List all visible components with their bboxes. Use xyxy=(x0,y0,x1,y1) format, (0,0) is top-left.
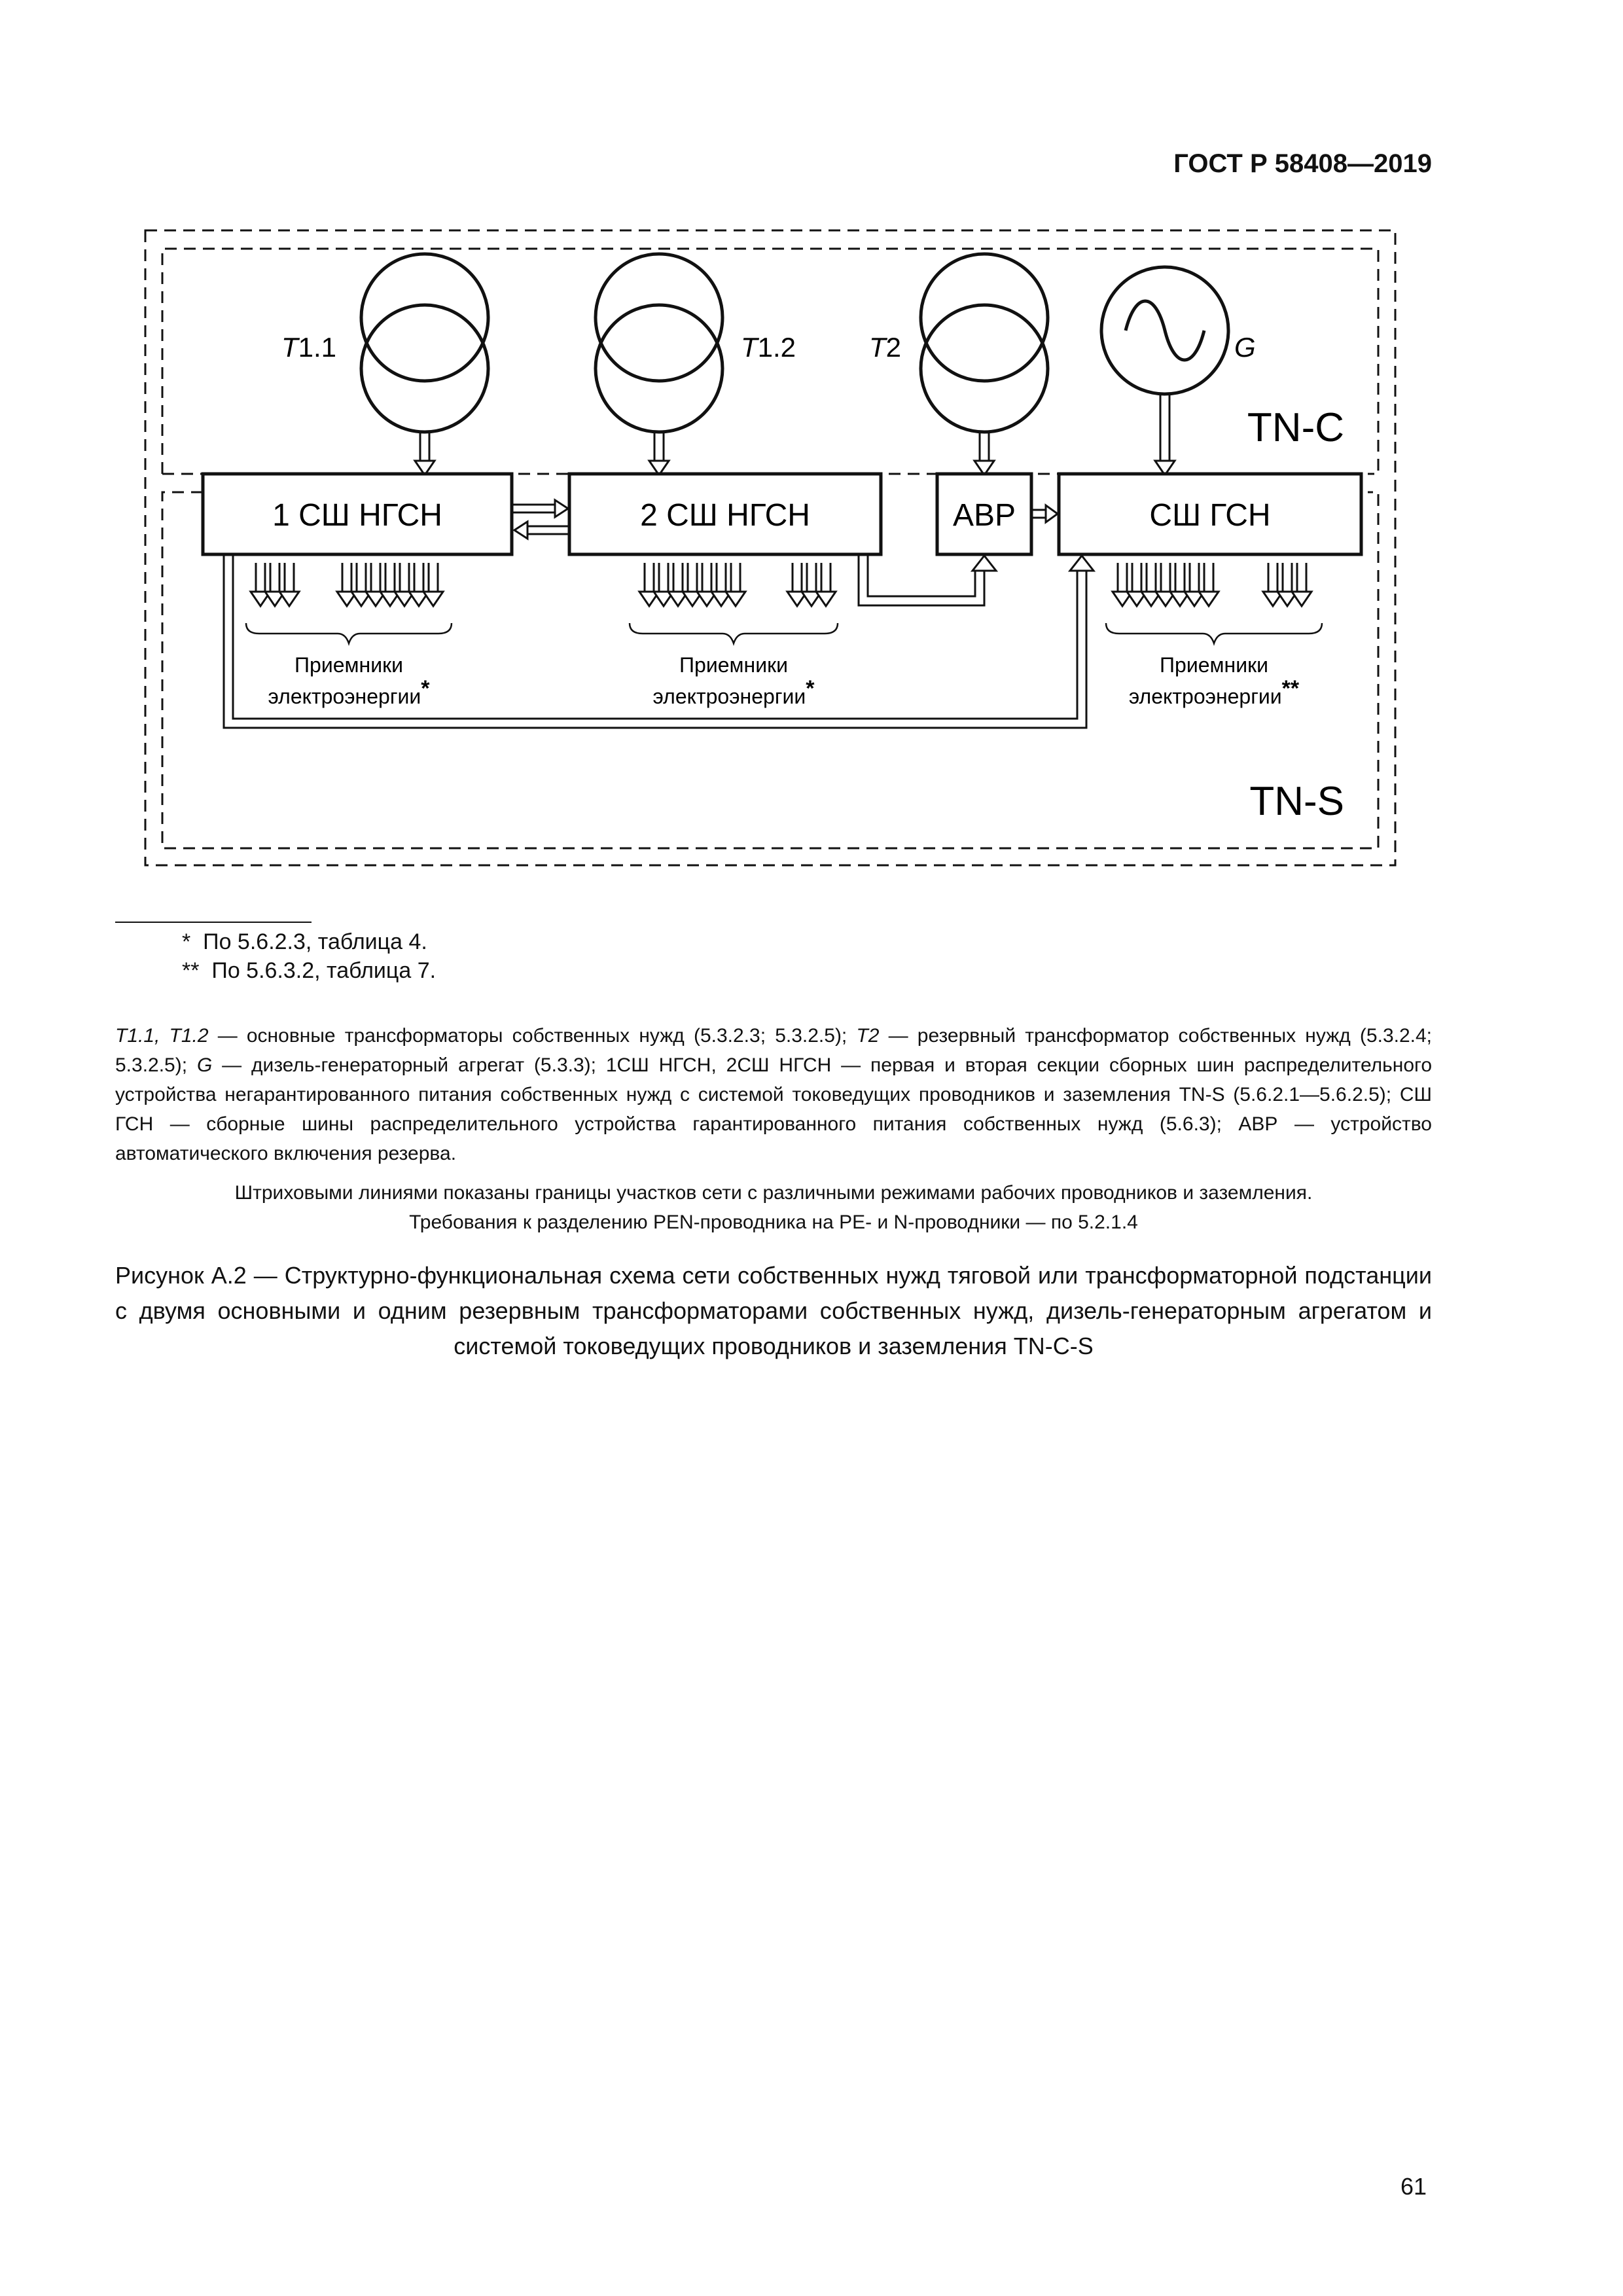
document-header: ГОСТ Р 58408—2019 xyxy=(1173,149,1432,178)
footnote-2 xyxy=(182,958,436,984)
bus2-to-avr-line xyxy=(859,554,996,605)
receivers-word: электроэнергии xyxy=(1128,685,1282,708)
receiver-arrows-bus-gsn xyxy=(1113,563,1311,606)
note-line-1: Штриховыми линиями показаны границы участков сети с различными режимами рабочих проводников и заземления. xyxy=(234,1182,1313,1204)
legend-term-g: G xyxy=(196,1054,213,1076)
generator-icon xyxy=(1101,267,1228,394)
bus-2-label: 2 СШ НГСН xyxy=(640,498,810,533)
figure-notes xyxy=(115,1178,1432,1237)
figure-legend xyxy=(115,1021,1432,1168)
receivers-label-bus-1 xyxy=(268,653,431,708)
transformer-letter: T xyxy=(741,332,758,363)
zone-label-tn-s: TN-S xyxy=(1249,779,1344,824)
footnote-text: По 5.6.2.3, таблица 4. xyxy=(203,929,427,954)
avr-label: АВР xyxy=(952,498,1016,533)
transformer-t1-2-icon xyxy=(596,254,722,432)
receiver-arrows-bus-2 xyxy=(639,563,836,606)
receivers-line2 xyxy=(653,676,815,708)
legend-desc-t-res: — резервный трансформатор собственных нужд (5.3.2.4; 5.3.2.5); xyxy=(115,1025,1433,1076)
receivers-word: электроэнергии xyxy=(268,685,421,708)
legend-term-t-main: T1.1, T1.2 xyxy=(115,1025,209,1047)
footnote-mark: * xyxy=(806,676,815,701)
legend-desc-t-main: — основные трансформаторы собственных нужд (5.3.2.3; 5.3.2.5); xyxy=(208,1025,857,1047)
footnote-text: По 5.6.3.2, таблица 7. xyxy=(211,958,437,983)
footnote-separator xyxy=(115,922,312,923)
transformer-number: 1.2 xyxy=(757,332,796,363)
receivers-line1: Приемники xyxy=(294,653,403,677)
receivers-word: электроэнергии xyxy=(652,685,806,708)
transformer-number: 2 xyxy=(885,332,902,363)
receivers-label-bus-gsn xyxy=(1129,653,1300,708)
transformer-label-t1-2 xyxy=(741,332,796,363)
bus-gsn-label: СШ ГСН xyxy=(1149,498,1271,533)
avr-to-bus-gsn-arrow xyxy=(1031,505,1058,522)
bus-1-label: 1 СШ НГСН xyxy=(272,498,442,533)
bus-tie-arrows xyxy=(512,500,569,539)
transformer-letter: T xyxy=(869,332,886,363)
receiver-arrows-bus-1 xyxy=(251,563,443,606)
feed-arrows xyxy=(415,394,1175,475)
receivers-label-bus-2 xyxy=(653,653,815,708)
receiver-braces xyxy=(246,623,1322,643)
footnote-1 xyxy=(182,929,427,955)
footnote-mark: * xyxy=(421,676,430,701)
page-number: 61 xyxy=(1400,2173,1427,2200)
figure-caption: Рисунок А.2 — Структурно-функциональная схема сети собственных нужд тяговой или трансформаторной подстанции с двумя основными и одним резервным трансформаторами собственных нужд, дизель-генераторным агрегатом и системой токоведущих проводников и заземления TN-C-S xyxy=(115,1262,1432,1359)
receivers-line2 xyxy=(1129,676,1300,708)
legend-term-t-res: T2 xyxy=(856,1025,880,1047)
transformer-t1-1-icon xyxy=(361,254,488,432)
receivers-line2 xyxy=(268,676,431,708)
receivers-line1: Приемники xyxy=(1160,653,1268,677)
transformer-label-t2 xyxy=(869,332,901,363)
generator-label-g: G xyxy=(1234,332,1256,363)
legend-desc-rest: — дизель-генераторный агрегат (5.3.3); 1СШ НГСН, 2СШ НГСН — первая и вторая секции сборных шин распределительного устройства негарантированного питания собственных нужд с системой токоведущих проводников и заземления TN-S (5.6.2.1—5.6.2.5); СШ ГСН — сборные шины распределительного устройства гарантированного питания собственных нужд (5.6.3); АВР — устройство автоматического включения резерва. xyxy=(115,1054,1433,1164)
footnote-mark: ** xyxy=(1281,676,1300,701)
footnote-mark: * xyxy=(182,929,191,954)
transformer-label-t1-1 xyxy=(281,332,336,363)
footnote-mark: ** xyxy=(182,958,200,983)
transformer-letter: T xyxy=(281,332,298,363)
transformer-t2-icon xyxy=(921,254,1048,432)
zone-label-tn-c: TN-C xyxy=(1247,405,1344,450)
note-line-2: Требования к разделению PEN-проводника на PE- и N-проводники — по 5.2.1.4 xyxy=(409,1211,1138,1233)
transformer-number: 1.1 xyxy=(298,332,337,363)
receivers-line1: Приемники xyxy=(679,653,788,677)
